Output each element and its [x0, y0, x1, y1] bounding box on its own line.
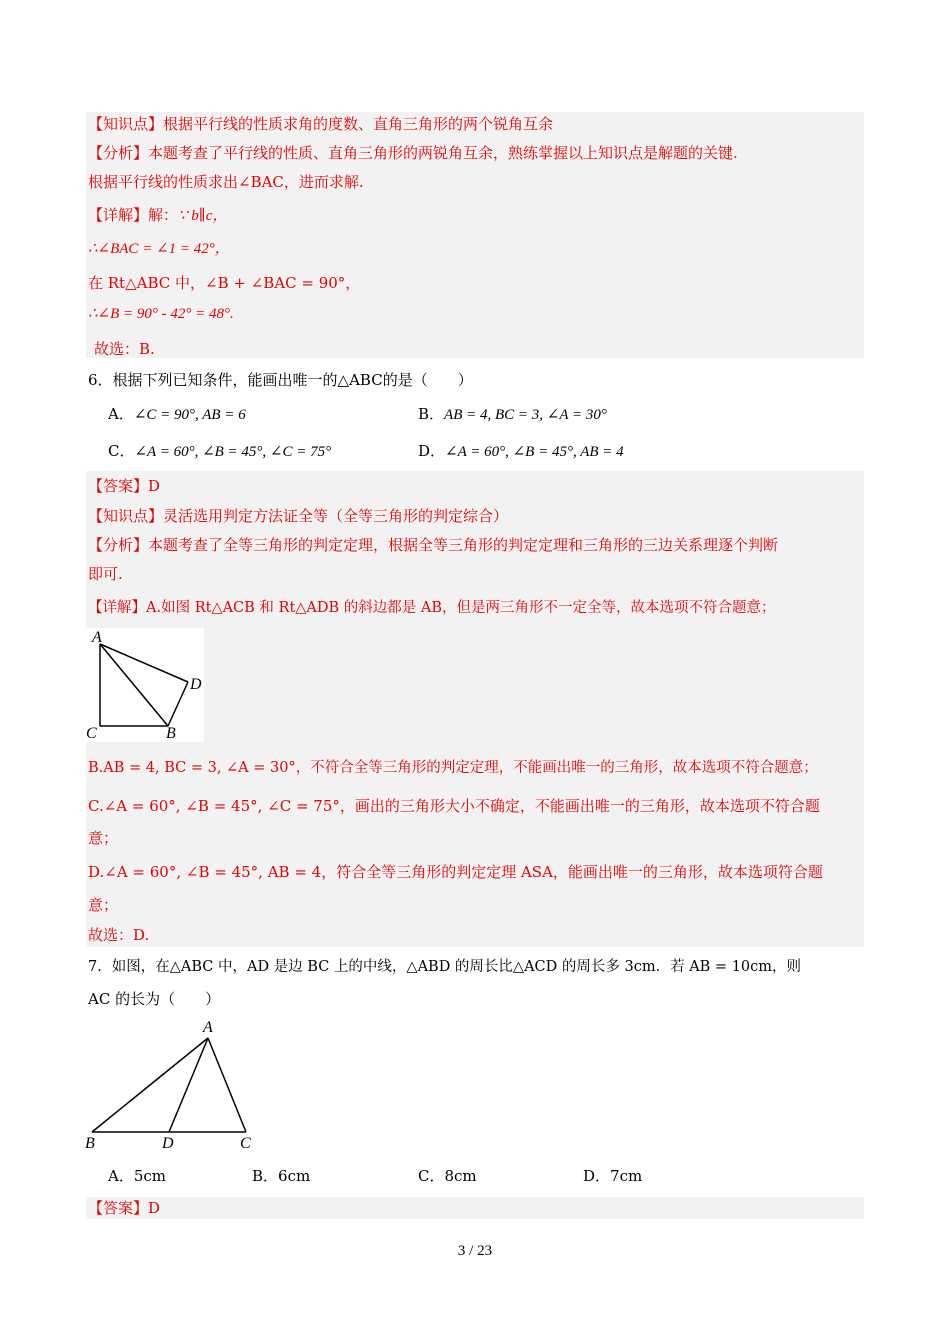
q7-option-d	[583, 1164, 642, 1188]
q5-detail-line	[88, 203, 227, 227]
q6-option-b-text: AB = 4, BC = 3, ∠A = 30°	[444, 407, 607, 423]
q6-edge-ab	[100, 644, 168, 726]
q5-step2: ∴∠BAC = ∠1 = 42°，	[88, 241, 230, 257]
q6-option-c-letter: C．	[108, 442, 135, 460]
q7-option-d-text: 7cm	[610, 1167, 643, 1185]
q6-d-line: D.∠A = 60°, ∠B = 45°, AB = 4，符合全等三角形的判定定理 ASA，能画出唯一的三角形，故本选项符合题	[88, 863, 823, 881]
q7-label-b: B	[85, 1135, 95, 1152]
q5-step3: 在 Rt△ABC 中，∠B + ∠BAC = 90°，	[88, 274, 361, 292]
q6-label-b: B	[166, 725, 176, 742]
q5-analysis-2: 根据平行线的性质求出∠BAC，进而求解.	[88, 173, 364, 191]
q7-label-a: A	[203, 1019, 213, 1036]
q7-figure	[80, 1014, 260, 1156]
q7-option-c-letter: C．	[418, 1167, 445, 1185]
q6-option-a-text: ∠C = 90°, AB = 6	[133, 407, 246, 423]
q7-option-a-text: 5cm	[133, 1167, 167, 1185]
q6-d-line-2: 意；	[88, 896, 119, 914]
q7-option-c-text: 8cm	[444, 1167, 477, 1185]
q6-edge-ad	[100, 644, 188, 682]
q5-analysis: 【分析】本题考查了平行线的性质、直角三角形的两锐角互余，熟练掌握以上知识点是解题的关键.	[88, 144, 738, 162]
q5-knowledge: 【知识点】根据平行线的性质求角的度数、直角三角形的两个锐角互余	[88, 115, 554, 133]
q6-option-b	[418, 402, 607, 426]
q7-option-d-letter: D．	[583, 1167, 611, 1185]
q6-analysis: 【分析】本题考查了全等三角形的判定定理，根据全等三角形的判定定理和三角形的三边关系理逐个判断	[88, 536, 779, 554]
q6-knowledge: 【知识点】灵活选用判定方法证全等（全等三角形的判定综合）	[88, 507, 509, 525]
q6-label-a: A	[92, 629, 102, 646]
q7-edge-ad	[169, 1038, 208, 1132]
q7-option-c	[418, 1164, 477, 1188]
q6-stem: 6．根据下列已知条件，能画出唯一的△ABC的是（ ）	[88, 371, 473, 389]
q7-answer: 【答案】D	[88, 1199, 161, 1217]
q7-edge-ab	[92, 1038, 208, 1132]
q6-figure	[86, 628, 204, 742]
q7-option-b	[252, 1164, 310, 1188]
q5-detail-tag: 【详解】解：	[88, 206, 179, 224]
q7-label-d: D	[162, 1135, 174, 1152]
q6-c-line-2: 意；	[88, 829, 119, 847]
q7-option-b-text: 6cm	[278, 1167, 311, 1185]
q6-answer: 【答案】D	[88, 477, 161, 495]
q6-option-d	[418, 439, 624, 463]
q5-step1: ∵ b∥c，	[178, 208, 228, 224]
q7-label-c: C	[240, 1135, 251, 1152]
page-number: 3 / 23	[457, 1243, 493, 1259]
q6-figure-svg	[86, 628, 204, 742]
q6-option-d-letter: D．	[418, 442, 446, 460]
q7-stem: 7．如图，在△ABC 中，AD 是边 BC 上的中线，△ABD 的周长比△ACD 的周长多 3cm．若 AB = 10cm，则	[88, 959, 802, 975]
q7-option-a-letter: A．	[108, 1167, 134, 1185]
q5-choice: 故选：B.	[94, 340, 155, 358]
q7-answer-bg	[86, 1197, 864, 1219]
q5-step4: ∴∠B = 90° - 42° = 48°.	[88, 306, 234, 322]
q6-edge-db	[168, 682, 188, 726]
q6-option-b-letter: B．	[418, 405, 445, 423]
q7-option-a	[108, 1164, 166, 1188]
q7-figure-svg	[80, 1014, 260, 1156]
q6-option-d-text: ∠A = 60°, ∠B = 45°, AB = 4	[445, 444, 624, 460]
q6-analysis-2: 即可.	[88, 565, 123, 583]
q6-option-c	[108, 439, 331, 463]
q7-option-b-letter: B．	[252, 1167, 279, 1185]
q6-option-c-text: ∠A = 60°, ∠B = 45°, ∠C = 75°	[134, 444, 332, 460]
q6-label-c: C	[86, 725, 97, 742]
q6-option-a	[108, 402, 246, 426]
q6-b-line: B.AB = 4, BC = 3, ∠A = 30°，不符合全等三角形的判定定理，不能画出唯一的三角形，故本选项不符合题意；	[88, 760, 818, 776]
q7-edge-ac	[208, 1038, 246, 1132]
q6-detail: 【详解】A.如图 Rt△ACB 和 Rt△ADB 的斜边都是 AB，但是两三角形不一定全等，故本选项不符合题意；	[88, 600, 776, 616]
q6-choice: 故选：D.	[88, 926, 150, 944]
q6-option-a-letter: A．	[108, 405, 134, 423]
q7-stem-2: AC 的长为（ ）	[88, 990, 221, 1008]
q6-c-line: C.∠A = 60°, ∠B = 45°, ∠C = 75°，画出的三角形大小不确定，不能画出唯一的三角形，故本选项不符合题	[88, 797, 820, 815]
q6-label-d: D	[190, 676, 202, 693]
